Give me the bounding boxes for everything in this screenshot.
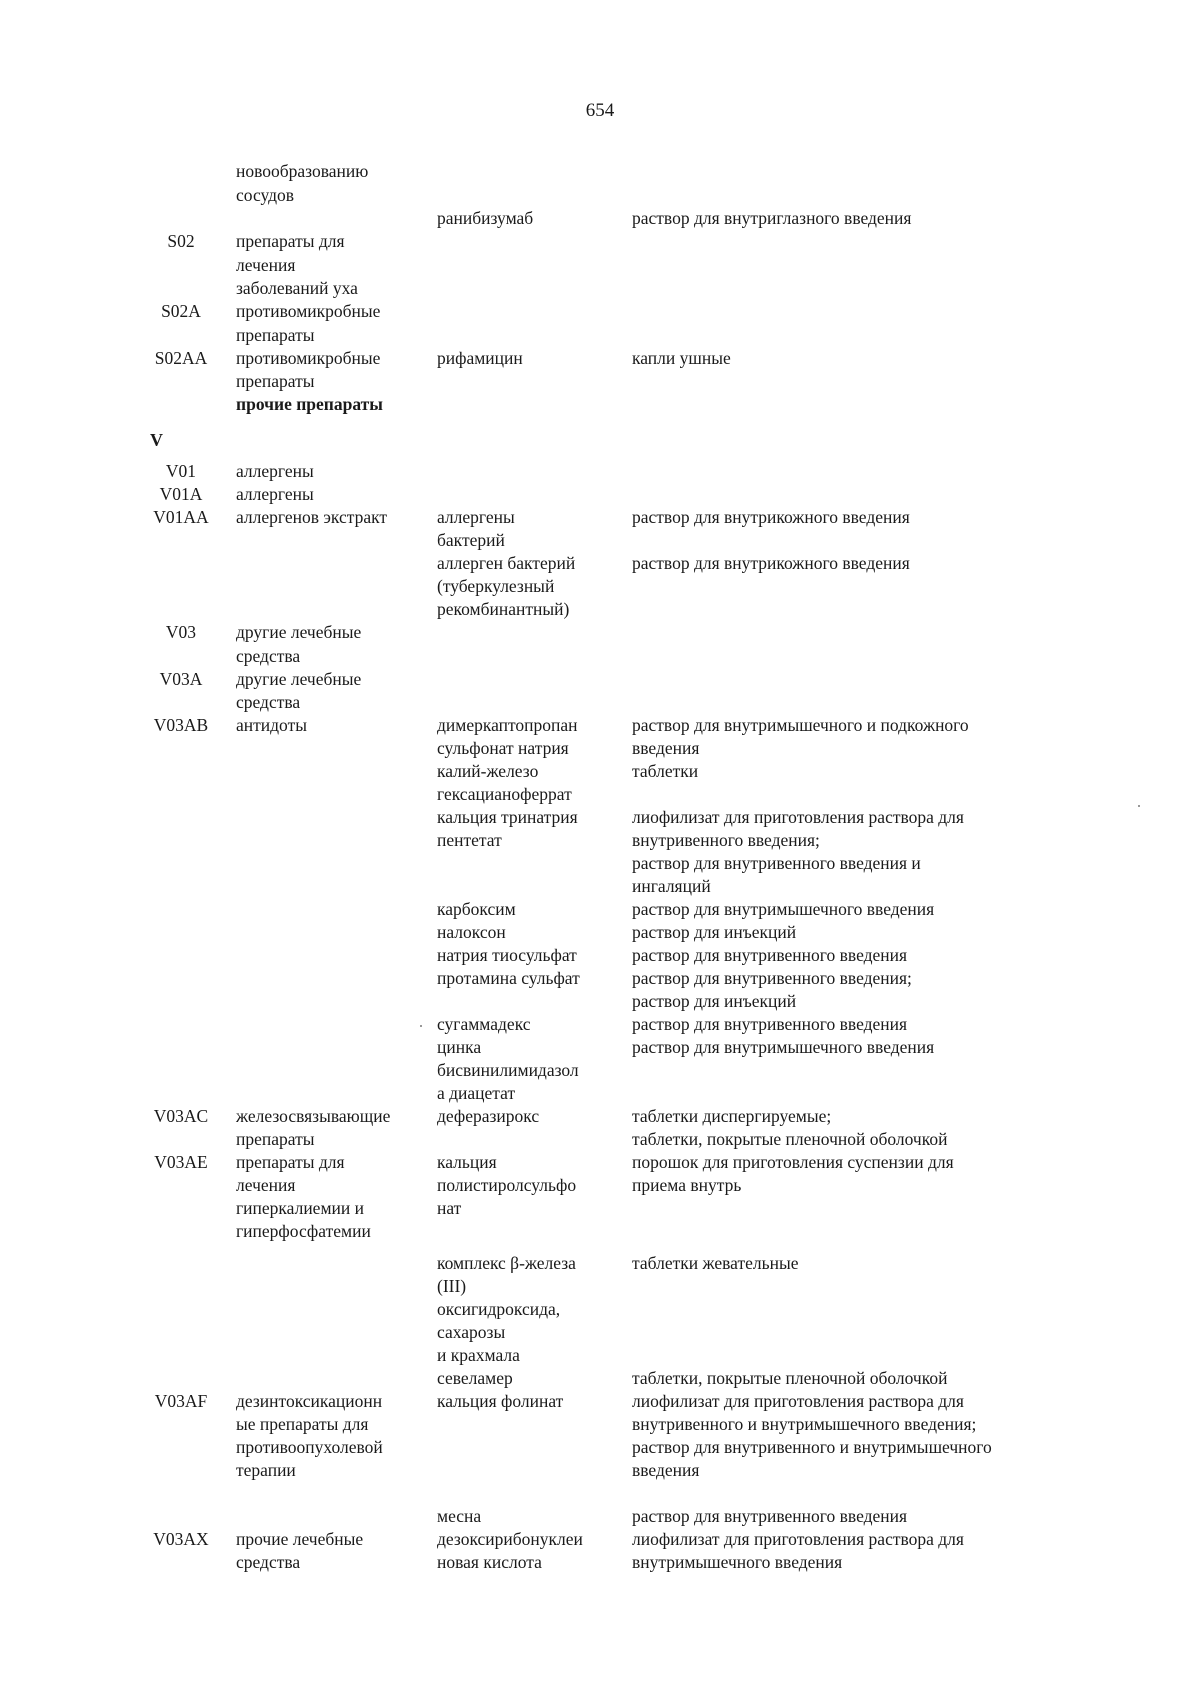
form-cell: внутривенного и внутримышечного введения;	[632, 1414, 977, 1434]
form-cell: раствор для внутривенного введения	[632, 1506, 908, 1526]
code-cell: S02	[167, 231, 195, 251]
group-cell: средства	[236, 692, 301, 712]
form-cell: внутримышечного введения	[632, 1552, 843, 1572]
code-cell: V03	[165, 622, 197, 642]
form-cell: раствор для инъекций	[632, 922, 797, 942]
drug-cell: димеркаптопропан	[437, 715, 578, 735]
code-cell: V01A	[159, 484, 203, 504]
form-cell: введения	[632, 1460, 700, 1480]
form-cell: раствор для внутривенного введения;	[632, 968, 912, 988]
page-number: 654	[585, 100, 615, 121]
code-cell: V03AC	[153, 1106, 209, 1126]
drug-cell: карбоксим	[437, 899, 516, 919]
group-cell: другие лечебные	[236, 622, 362, 642]
group-cell: средства	[236, 646, 301, 666]
group-cell: антидоты	[236, 715, 307, 735]
code-cell: V03AX	[153, 1529, 209, 1549]
group-cell: препараты для	[236, 1152, 345, 1172]
drug-cell: севеламер	[437, 1368, 513, 1388]
code-cell: S02AA	[154, 348, 208, 368]
group-cell: другие лечебные	[236, 669, 362, 689]
code-cell: V03AB	[153, 715, 209, 735]
drug-cell: (туберкулезный	[437, 576, 555, 596]
drug-cell: кальция тринатрия	[437, 807, 578, 827]
code-cell: V03AF	[154, 1391, 208, 1411]
drug-cell: бисвинилимидазол	[437, 1060, 579, 1080]
drug-cell: нат	[437, 1198, 462, 1218]
group-cell: ые препараты для	[236, 1414, 369, 1434]
form-cell: раствор для внутривенного введения	[632, 1014, 908, 1034]
group-cell: аллергенов экстракт	[236, 507, 388, 527]
scan-speck	[1138, 805, 1140, 807]
drug-cell: гексацианоферрат	[437, 784, 572, 804]
group-cell: препараты для	[236, 231, 345, 251]
form-cell: лиофилизат для приготовления раствора для	[632, 1529, 964, 1549]
group-cell: новообразованию	[236, 161, 369, 181]
form-cell: раствор для внутримышечного введения	[632, 1037, 935, 1057]
group-cell: железосвязывающие	[236, 1106, 391, 1126]
drug-cell: деферазирокс	[437, 1106, 540, 1126]
drug-cell: бактерий	[437, 530, 505, 550]
group-cell: аллергены	[236, 484, 314, 504]
drug-cell: сугаммадекс	[437, 1014, 531, 1034]
group-cell: заболеваний уха	[236, 278, 358, 298]
drug-cell: комплекс β-железа	[437, 1253, 576, 1273]
drug-cell: дезоксирибонуклеи	[437, 1529, 583, 1549]
form-cell: внутривенного введения;	[632, 830, 820, 850]
form-cell: раствор для инъекций	[632, 991, 797, 1011]
group-cell: противоопухолевой	[236, 1437, 383, 1457]
drug-cell: налоксон	[437, 922, 506, 942]
drug-cell: аллерген бактерий	[437, 553, 576, 573]
group-cell: противомикробные	[236, 301, 381, 321]
drug-cell: ранибизумаб	[437, 208, 534, 228]
form-cell: лиофилизат для приготовления раствора для	[632, 1391, 964, 1411]
group-cell: препараты	[236, 325, 315, 345]
drug-cell: и крахмала	[437, 1345, 520, 1365]
scan-speck	[420, 1025, 422, 1027]
form-cell: таблетки жевательные	[632, 1253, 799, 1273]
drug-cell: кальция фолинат	[437, 1391, 564, 1411]
drug-cell: месна	[437, 1506, 482, 1526]
group-cell: прочие препараты	[236, 394, 383, 414]
drug-cell: протамина сульфат	[437, 968, 580, 988]
code-cell: S02A	[161, 301, 201, 321]
form-cell: капли ушные	[632, 348, 731, 368]
drug-cell: натрия тиосульфат	[437, 945, 577, 965]
drug-cell: цинка	[437, 1037, 482, 1057]
form-cell: раствор для внутривенного и внутримышечного	[632, 1437, 992, 1457]
code-cell: V03AE	[154, 1152, 208, 1172]
code-cell: V01AA	[153, 507, 209, 527]
form-cell: раствор для внутривенного введения	[632, 945, 908, 965]
form-cell: введения	[632, 738, 700, 758]
drug-cell: а диацетат	[437, 1083, 516, 1103]
group-cell: лечения	[236, 255, 296, 275]
group-cell: терапии	[236, 1460, 296, 1480]
drug-cell: кальция	[437, 1152, 497, 1172]
code-cell: V03A	[159, 669, 203, 689]
form-cell: раствор для внутрикожного введения	[632, 507, 910, 527]
drug-cell: (III)	[437, 1276, 467, 1296]
drug-cell: полистиролсульфо	[437, 1175, 577, 1195]
form-cell: таблетки, покрытые пленочной оболочкой	[632, 1129, 948, 1149]
drug-cell: рифамицин	[437, 348, 523, 368]
section-letter: V	[150, 430, 163, 450]
form-cell: раствор для внутримышечного введения	[632, 899, 935, 919]
group-cell: средства	[236, 1552, 301, 1572]
form-cell: таблетки, покрытые пленочной оболочкой	[632, 1368, 948, 1388]
group-cell: дезинтоксикационн	[236, 1391, 383, 1411]
drug-cell: сульфонат натрия	[437, 738, 569, 758]
code-cell: V01	[165, 461, 197, 481]
drug-cell: сахарозы	[437, 1322, 506, 1342]
form-cell: таблетки	[632, 761, 699, 781]
form-cell: лиофилизат для приготовления раствора для	[632, 807, 964, 827]
group-cell: лечения	[236, 1175, 296, 1195]
drug-cell: калий-железо	[437, 761, 539, 781]
group-cell: сосудов	[236, 185, 295, 205]
form-cell: таблетки диспергируемые;	[632, 1106, 832, 1126]
form-cell: раствор для внутрикожного введения	[632, 553, 910, 573]
group-cell: противомикробные	[236, 348, 381, 368]
group-cell: препараты	[236, 1129, 315, 1149]
group-cell: аллергены	[236, 461, 314, 481]
drug-cell: аллергены	[437, 507, 515, 527]
drug-cell: новая кислота	[437, 1552, 542, 1572]
drug-cell: оксигидроксида,	[437, 1299, 561, 1319]
form-cell: порошок для приготовления суспензии для	[632, 1152, 954, 1172]
drug-cell: пентетат	[437, 830, 502, 850]
form-cell: раствор для внутривенного введения и	[632, 853, 921, 873]
form-cell: ингаляций	[632, 876, 711, 896]
form-cell: приема внутрь	[632, 1175, 742, 1195]
form-cell: раствор для внутримышечного и подкожного	[632, 715, 969, 735]
group-cell: гиперфосфатемии	[236, 1221, 371, 1241]
form-cell: раствор для внутриглазного введения	[632, 208, 912, 228]
group-cell: препараты	[236, 371, 315, 391]
drug-cell: рекомбинантный)	[437, 599, 570, 619]
group-cell: прочие лечебные	[236, 1529, 364, 1549]
group-cell: гиперкалиемии и	[236, 1198, 364, 1218]
